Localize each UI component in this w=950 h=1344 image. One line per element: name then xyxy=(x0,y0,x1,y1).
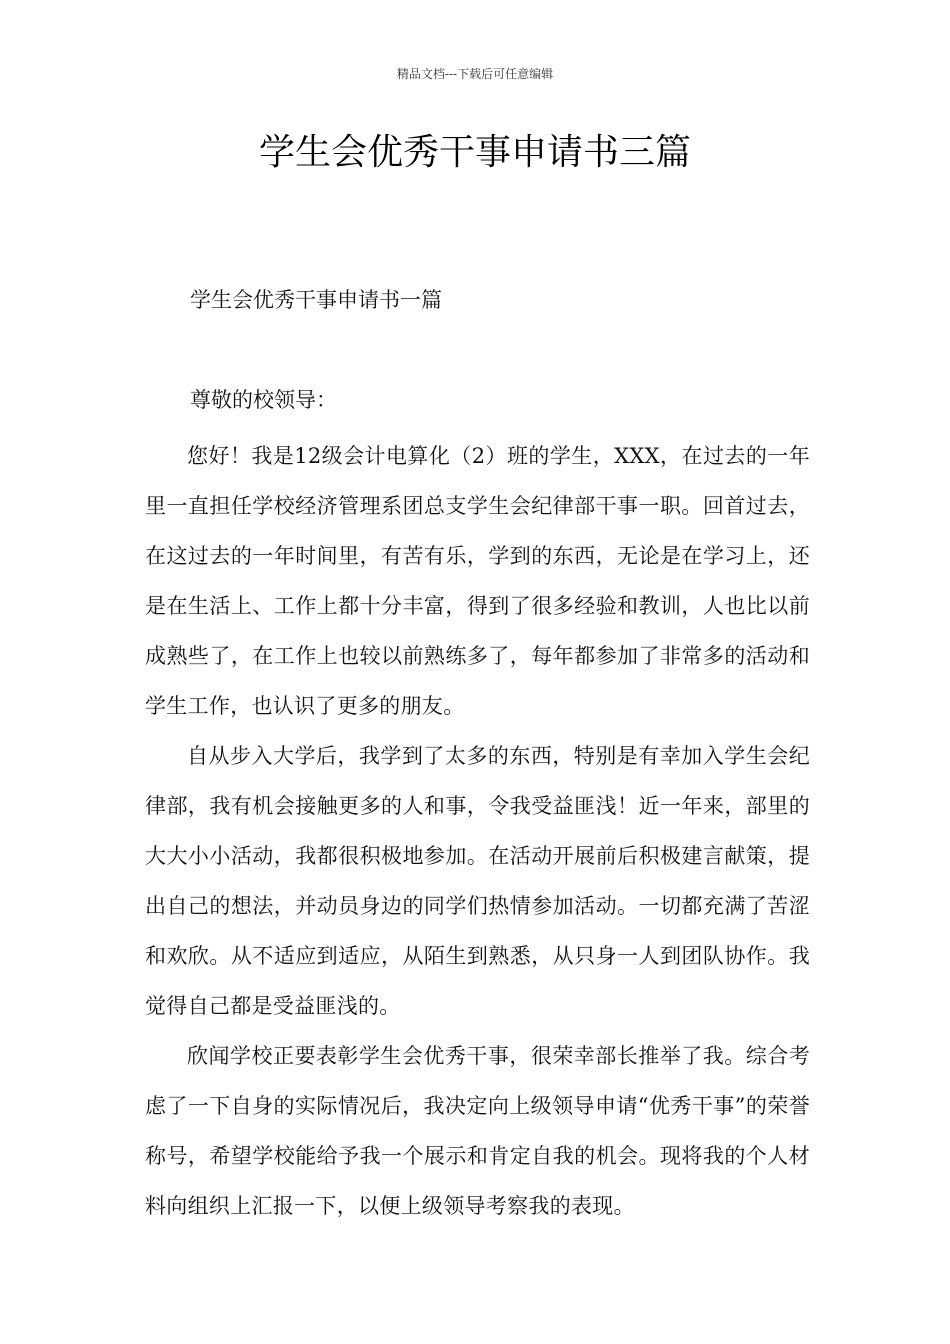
paragraph: 您好！我是12级会计电算化（2）班的学生，XXX，在过去的一年里一直担任学校经济管理系团总支学生会纪律部干事一职。回首过去，在这过去的一年时间里，有苦有乐，学到的东西，无论是在学习上，还是在生活上、工作上都十分丰富，得到了很多经验和教训，人也比以前成熟些了，在工作上也较以前熟练多了，每年都参加了非常多的活动和学生工作，也认识了更多的朋友。 xyxy=(145,444,810,718)
paragraph: 欣闻学校正要表彰学生会优秀干事，很荣幸部长推举了我。综合考虑了一下自身的实际情况后，我决定向上级领导申请“优秀干事”的荣誉称号，希望学校能给予我一个展示和肯定自我的机会。现将我的个人材料向组织上汇报一下，以便上级领导考察我的表现。 xyxy=(145,1044,810,1218)
body-text xyxy=(145,431,810,1231)
header-note: 精品文档---下载后可任意编辑 xyxy=(396,67,554,81)
document-title: 学生会优秀干事申请书三篇 xyxy=(258,132,691,173)
section-title: 学生会优秀干事申请书一篇 xyxy=(190,288,442,312)
paragraph: 自从步入大学后，我学到了太多的东西，特别是有幸加入学生会纪律部，我有机会接触更多的人和事，令我受益匪浅！近一年来，部里的大大小小活动，我都很积极地参加。在活动开展前后积极建言献策，提出自己的想法，并动员身边的同学们热情参加活动。一切都充满了苦涩和欢欣。从不适应到适应，从陌生到熟悉，从只身一人到团队协作。我觉得自己都是受益匪浅的。 xyxy=(145,744,810,1018)
salutation: 尊敬的校领导： xyxy=(190,388,337,412)
